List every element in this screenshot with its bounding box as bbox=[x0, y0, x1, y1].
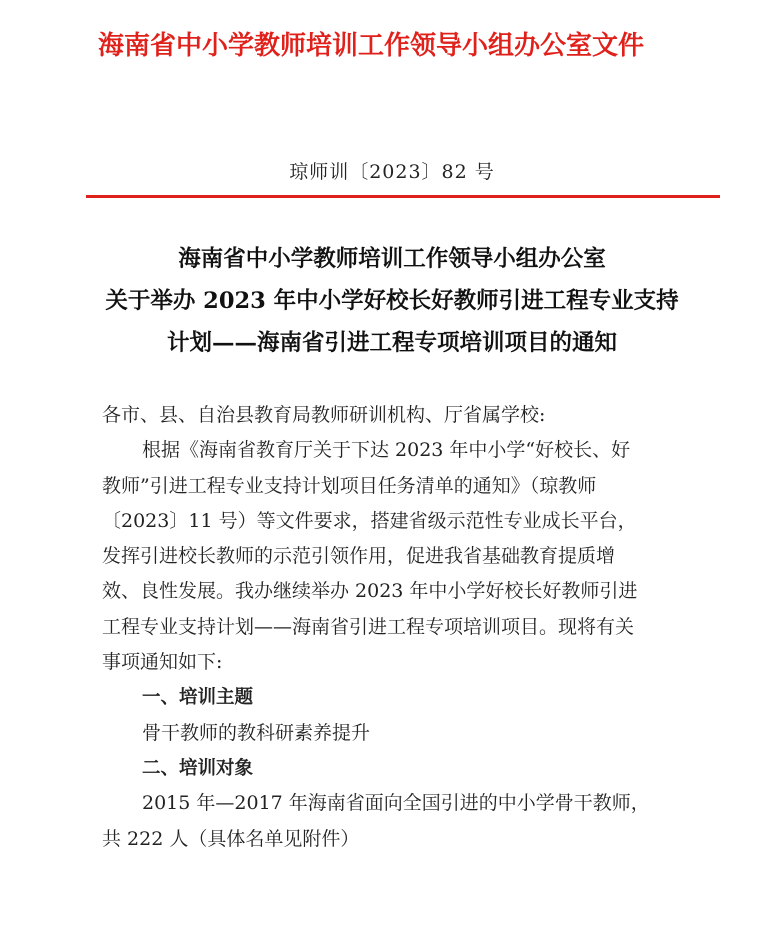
paragraph-1-line-3: 〔2023〕11 号）等文件要求，搭建省级示范性专业成长平台， bbox=[102, 509, 637, 532]
paragraph-1-line-5: 效、良性发展。我办继续举办 2023 年中小学好校长好教师引进 bbox=[102, 580, 638, 603]
paragraph-1-line-2: 教师”引进工程专业支持计划项目任务清单的通知》（琼教师 bbox=[102, 474, 597, 497]
notice-body bbox=[102, 398, 702, 857]
section-2-heading: 二、培训对象 bbox=[142, 757, 254, 779]
red-divider-line bbox=[86, 195, 720, 198]
paragraph-1 bbox=[102, 433, 702, 680]
salutation: 各市、县、自治县教育局教师研训机构、厅省属学校: bbox=[102, 404, 546, 426]
paragraph-1-line-6: 工程专业支持计划——海南省引进工程专项培训项目。现将有关 bbox=[102, 615, 635, 638]
issuer-banner: 海南省中小学教师培训工作领导小组办公室文件 bbox=[98, 31, 645, 61]
document-number: 琼师训〔2023〕82 号 bbox=[289, 161, 495, 183]
section-1-text: 骨干教师的教科研素养提升 bbox=[142, 721, 371, 744]
notice-title bbox=[60, 238, 724, 364]
section-2-line-1: 2015 年—2017 年海南省面向全国引进的中小学骨干教师， bbox=[142, 792, 650, 815]
title-line-3: 计划——海南省引进工程专项培训项目的通知 bbox=[166, 330, 617, 356]
section-2-line-2: 共 222 人（具体名单见附件） bbox=[102, 827, 360, 850]
paragraph-1-line-7: 事项通知如下: bbox=[102, 651, 223, 674]
paragraph-1-line-4: 发挥引进校长教师的示范引领作用，促进我省基础教育提质增 bbox=[102, 545, 616, 568]
paragraph-1-line-1: 根据《海南省教育厅关于下达 2023 年中小学“好校长、好 bbox=[142, 439, 631, 462]
section-1-heading: 一、培训主题 bbox=[142, 687, 254, 709]
title-line-1: 海南省中小学教师培训工作领导小组办公室 bbox=[178, 246, 606, 272]
title-line-2: 关于举办 2023 年中小学好校长好教师引进工程专业支持 bbox=[105, 288, 679, 314]
